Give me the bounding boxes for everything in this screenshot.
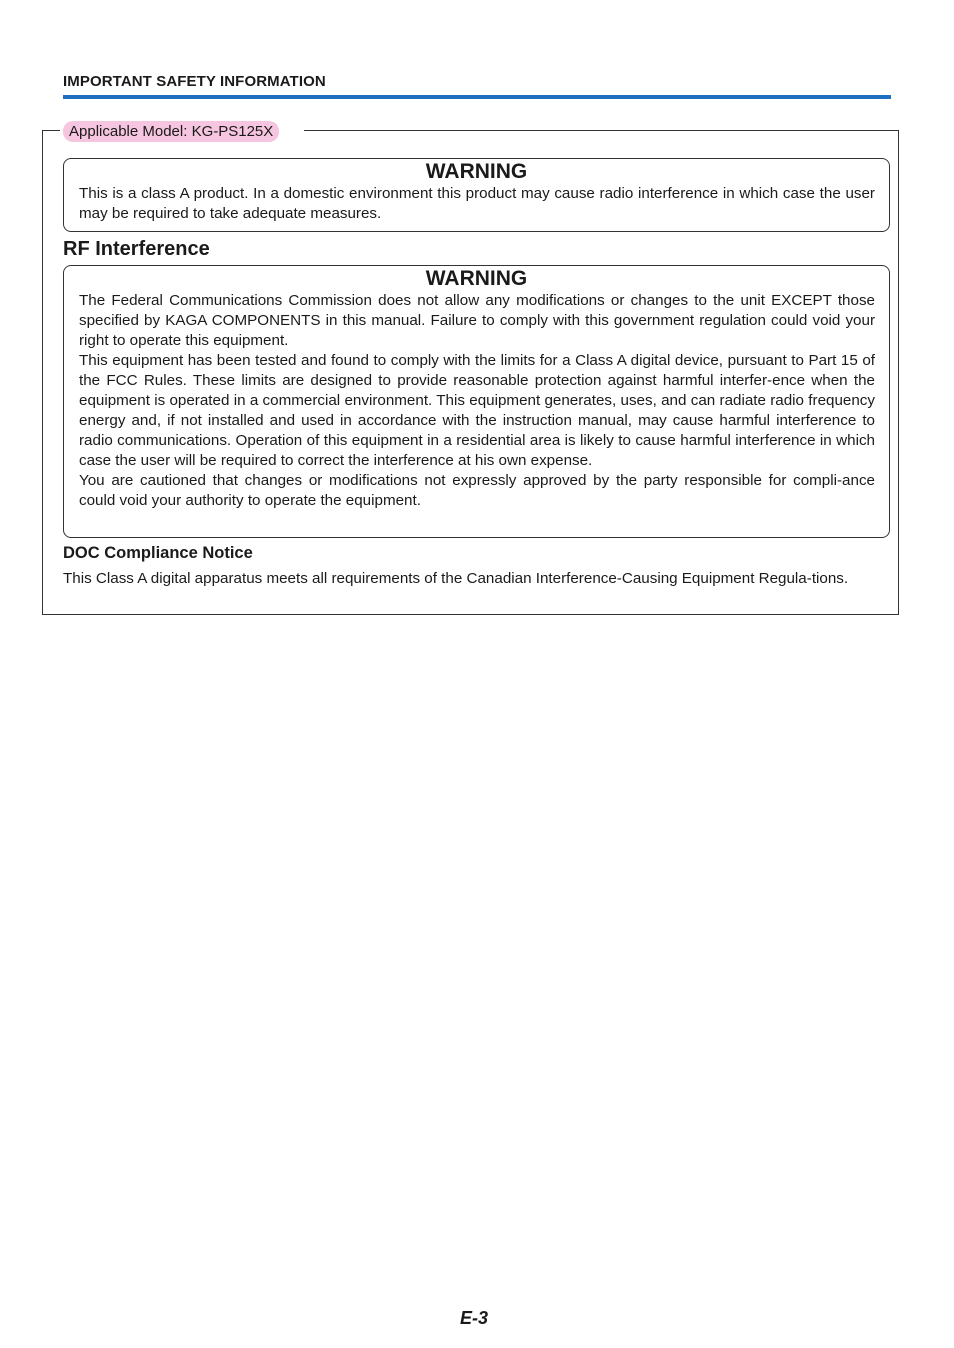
- warning-text: This is a class A product. In a domestic environment this product may cause radio interference in which case the user may be required to take adequate measures.: [79, 185, 875, 222]
- doc-compliance-heading: DOC Compliance Notice: [63, 544, 253, 562]
- warning-title: WARNING: [425, 267, 528, 290]
- warning-paragraph: The Federal Communications Commission does not allow any modifications or changes to the unit EXCEPT those specified by KAGA COMPONENTS in this manual. Failure to comply with this government regulation could void your right to operate this equipment.: [79, 292, 875, 349]
- warning-box-fcc: [63, 265, 890, 538]
- doc-compliance-text: This Class A digital apparatus meets all requirements of the Canadian Interference-Causing Equipment Regula-tions.: [63, 570, 849, 587]
- warning-title: WARNING: [425, 160, 528, 183]
- rf-interference-heading: RF Interference: [63, 238, 210, 260]
- applicable-model-tag: Applicable Model: KG-PS125X: [63, 121, 279, 142]
- warning-box-class-a: [63, 158, 890, 232]
- header-title: IMPORTANT SAFETY INFORMATION: [63, 73, 326, 90]
- warning-paragraph: You are cautioned that changes or modifications not expressly approved by the party responsible for compli-ance could void your authority to operate the equipment.: [79, 472, 875, 509]
- warning-paragraph: This equipment has been tested and found to comply with the limits for a Class A digital device, pursuant to Part 15 of the FCC Rules. These limits are designed to provide reasonable protection against harmful interfer-ence when the equipment is operated in a commercial environment. This equipment generates, uses, and can radiate radio frequency energy and, if not installed and used in accordance with the instruction manual, may cause harmful interference to radio communications. Operation of this equipment in a residential area is likely to cause harmful interference in which case the user will be required to correct the interference at his own expense.: [79, 352, 875, 469]
- page-number: E-3: [460, 1308, 489, 1328]
- header-rule: [63, 95, 891, 99]
